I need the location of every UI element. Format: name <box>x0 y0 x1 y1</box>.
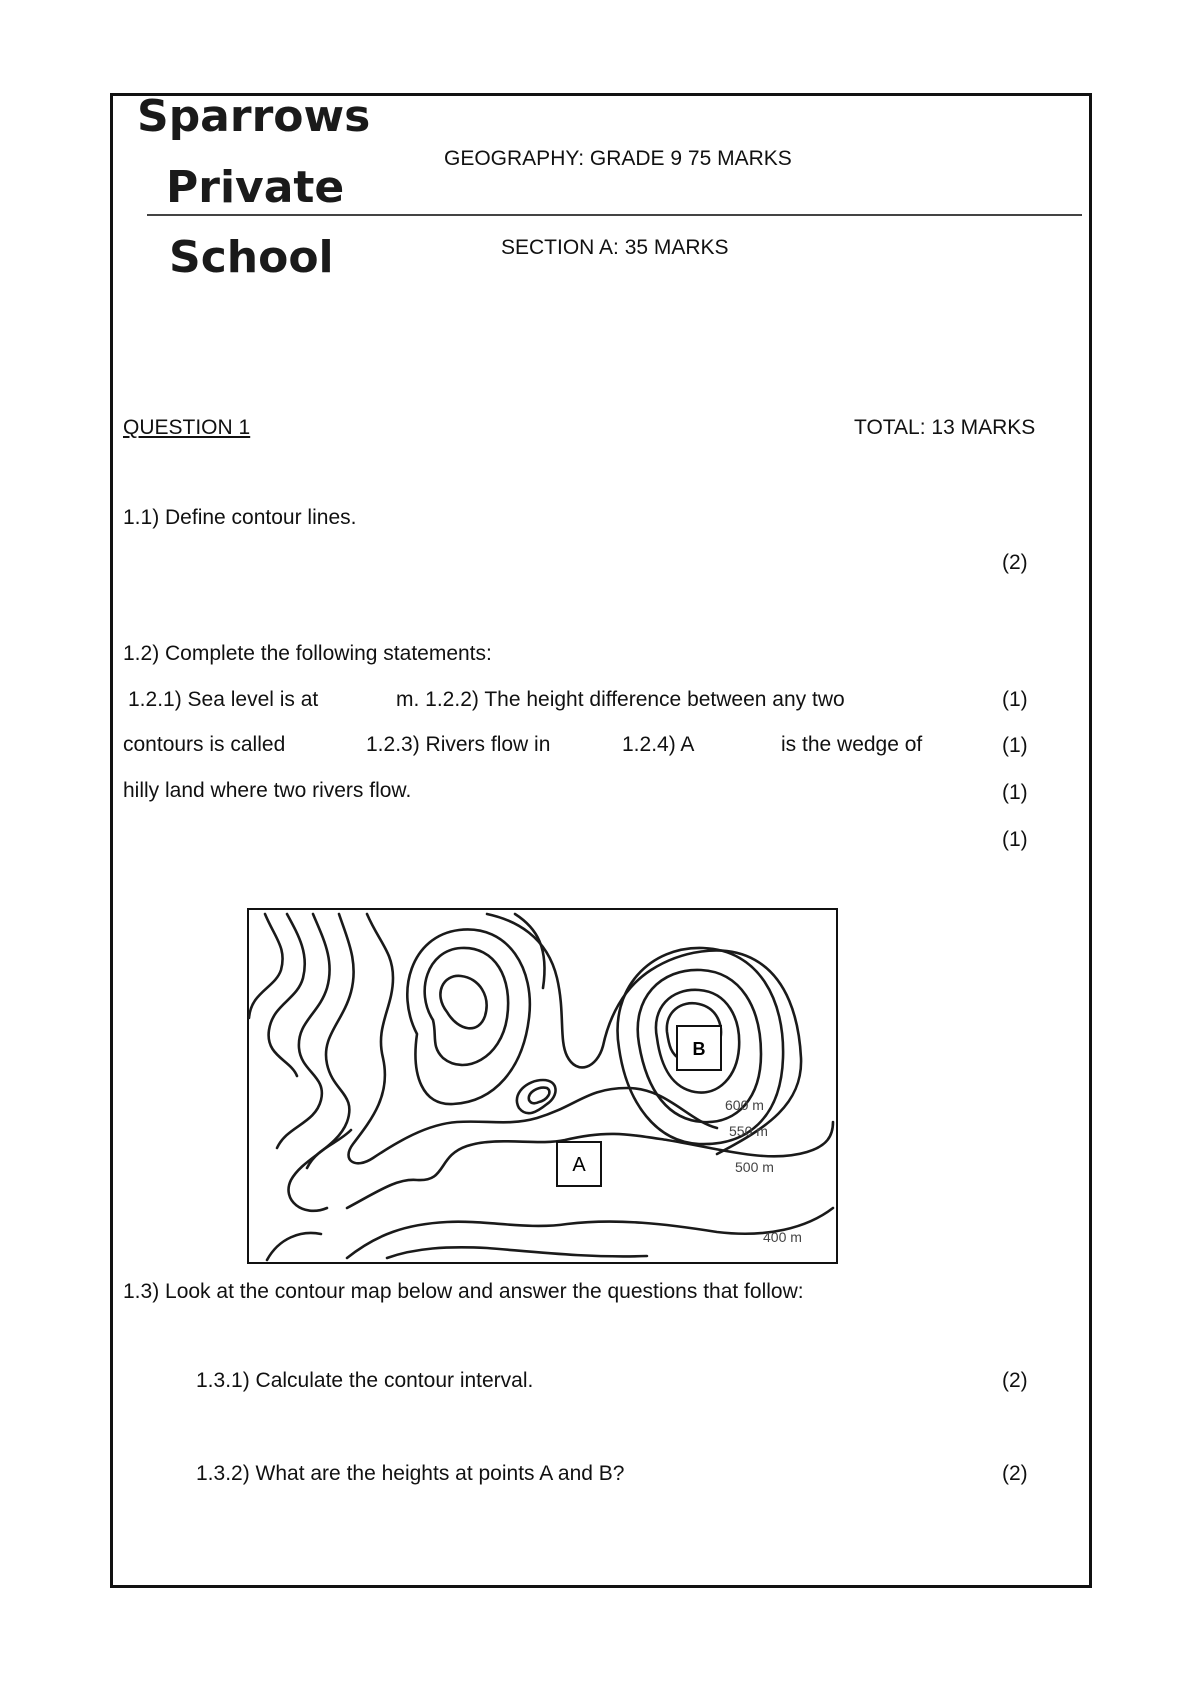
question-1-2: 1.2) Complete the following statements: <box>123 642 492 665</box>
statement-1-2-2: m. 1.2.2) The height difference between any two <box>396 688 845 711</box>
contour-label-600: 600 m <box>725 1097 764 1113</box>
point-a-label: A <box>572 1154 586 1176</box>
school-name-line3: School <box>169 232 334 283</box>
contour-label-550: 550 m <box>729 1123 768 1139</box>
point-b-label: B <box>692 1039 706 1059</box>
contour-label-400: 400 m <box>763 1229 802 1245</box>
question-1-3-2: 1.3.2) What are the heights at points A and B? <box>196 1462 625 1485</box>
statement-1-2-1: 1.2.1) Sea level is at <box>128 688 319 711</box>
page-border <box>110 93 1092 1588</box>
mark-1-2-1: (1) <box>1002 688 1028 711</box>
question-1-3: 1.3) Look at the contour map below and answer the questions that follow: <box>123 1280 804 1303</box>
mark-1-2-3: (1) <box>1002 781 1028 804</box>
mark-1-3-1: (2) <box>1002 1369 1028 1392</box>
contour-label-500: 500 m <box>735 1159 774 1175</box>
question-1-3-1: 1.3.1) Calculate the contour interval. <box>196 1369 534 1392</box>
mark-1-2-2: (1) <box>1002 734 1028 757</box>
mark-1-2-4: (1) <box>1002 828 1028 851</box>
school-name-line2: Private <box>166 162 345 213</box>
section-heading: SECTION A: 35 MARKS <box>501 236 729 259</box>
question-1-1: 1.1) Define contour lines. <box>123 506 357 529</box>
statement-1-2-3: 1.2.3) Rivers flow in <box>366 733 551 756</box>
subject-heading: GEOGRAPHY: GRADE 9 75 MARKS <box>444 147 792 170</box>
school-name-line1: Sparrows <box>137 91 371 142</box>
statement-1-2-4: 1.2.4) A <box>622 733 695 756</box>
mark-1-1: (2) <box>1002 551 1028 574</box>
statement-1-2-4-cont: is the wedge of <box>781 733 923 756</box>
mark-1-3-2: (2) <box>1002 1462 1028 1485</box>
statement-1-2-2-cont: contours is called <box>123 733 286 756</box>
header-divider <box>147 214 1082 216</box>
statement-1-2-4-end: hilly land where two rivers flow. <box>123 779 412 802</box>
question-total: TOTAL: 13 MARKS <box>854 416 1036 439</box>
contour-map <box>247 908 838 1264</box>
question-title: QUESTION 1 <box>123 416 251 439</box>
